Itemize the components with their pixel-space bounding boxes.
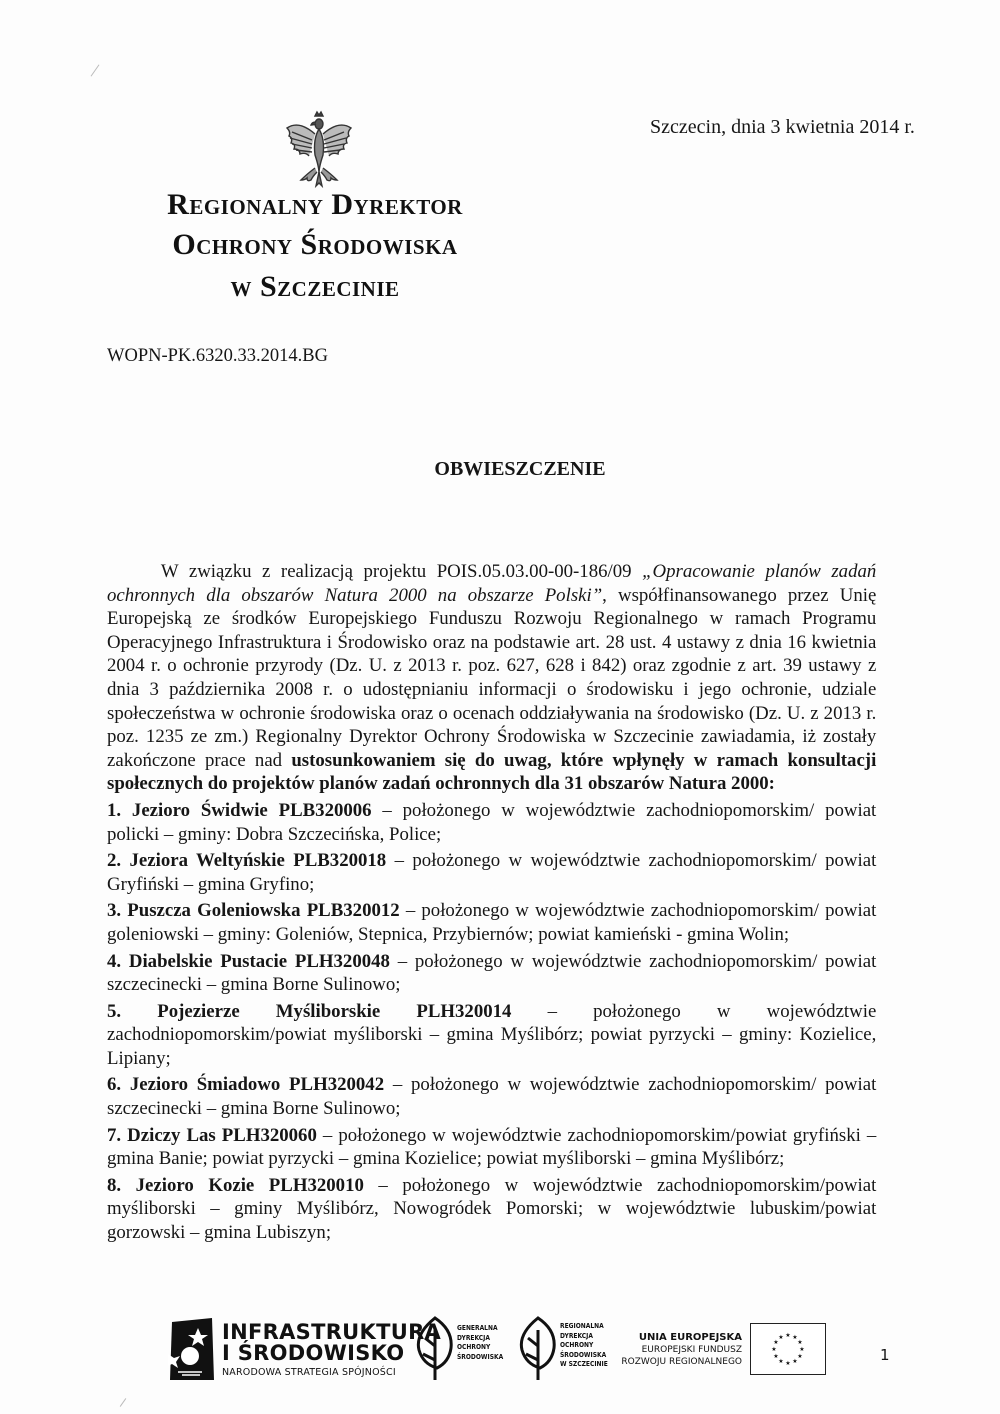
infrastruktura-logo-icon xyxy=(168,1318,216,1380)
svg-text:★: ★ xyxy=(771,1346,777,1353)
rdos-line: REGIONALNA xyxy=(560,1322,604,1330)
area-description: – położonego w województwie zachodniopomorskim/ powiat policki – gminy: Dobra Szczecińska, Police; xyxy=(107,799,877,845)
list-item xyxy=(107,899,876,946)
area-name: 2. Jeziora Weltyńskie PLB320018 xyxy=(107,850,387,872)
list-item xyxy=(107,950,876,997)
svg-text:★: ★ xyxy=(773,1353,779,1360)
area-description: – położonego w województwie zachodniopomorskim/powiat gryfiński – gmina Banie; powiat pyrzycki – gmina Kozielice; powiat myśliborski – gmina Myślibórz; xyxy=(107,1124,877,1170)
area-description: – położonego w województwie zachodniopomorskim/ powiat szczecinecki – gmina Borne Sulinowo; xyxy=(107,950,877,996)
svg-text:★: ★ xyxy=(799,1346,805,1353)
org-name-line2: Ochrony Środowiska xyxy=(172,228,458,261)
list-item xyxy=(107,849,876,896)
polish-eagle-emblem-icon xyxy=(282,110,354,192)
infrastruktura-line2: I ŚRODOWISKO xyxy=(222,1341,405,1365)
area-description: – położonego w województwie zachodniopomorskim/powiat myśliborski – gmina Myślibórz; powiat pyrzycki – gminy: Kozielice, Lipiany; xyxy=(107,1000,877,1069)
gdos-text xyxy=(457,1324,503,1362)
list-item xyxy=(107,799,876,846)
eu-flag-icon xyxy=(750,1323,826,1375)
rdos-leaf-logo-icon xyxy=(518,1312,558,1382)
intro-text-1: W związku z realizacją projektu POIS.05.03.00-00-186/09 xyxy=(160,561,643,582)
svg-text:★: ★ xyxy=(785,1332,791,1339)
org-name-line3: w Szczecinie xyxy=(230,270,400,303)
area-name: 8. Jezioro Kozie PLH320010 xyxy=(107,1174,364,1196)
gdos-line: DYREKCJA xyxy=(457,1333,490,1342)
org-name-line1: Regionalny Dyrektor xyxy=(167,188,463,221)
project-title: „Opracowanie planów zadań ochronnych dla obszarów Natura 2000 na obszarze Polski” xyxy=(107,561,877,606)
svg-text:★: ★ xyxy=(778,1358,784,1365)
list-item xyxy=(107,1073,876,1120)
area-description: – położonego w województwie zachodniopomorskim/powiat myśliborski – gminy Myślibórz, Nowogródek Pomorski; w województwie lubuskim/powiat gorzowski – gmina Lubiszyn; xyxy=(107,1174,877,1244)
gdos-line: OCHRONY xyxy=(457,1343,491,1351)
gdos-line: GENERALNA xyxy=(457,1324,498,1332)
list-item xyxy=(107,1000,876,1071)
infrastruktura-line1: INFRASTRUKTURA xyxy=(222,1320,442,1344)
scan-mark xyxy=(120,1398,127,1407)
eu-line2: EUROPEJSKI FUNDUSZ xyxy=(641,1345,742,1355)
rdos-text xyxy=(560,1322,608,1370)
eu-line3: ROZWOJU REGIONALNEGO xyxy=(621,1357,742,1367)
area-name: 6. Jezioro Śmiadowo PLH320042 xyxy=(107,1074,385,1096)
svg-text:★: ★ xyxy=(778,1334,784,1341)
reference-number: WOPN-PK.6320.33.2014.BG xyxy=(107,346,328,366)
intro-text-2: , współfinansowanego przez Unię Europejską ze środków Europejskiego Funduszu Rozwoju Regionalnego w ramach Programu Operacyjnego Infrastruktura i Środowisko oraz na podstawie art. 28 ust. 4 ustawy z dnia 16 kwietnia 2004 r. o ochronie przyrody (Dz. U. z 2013 r. poz. 627, 628 i 842) oraz zgodnie z art. 39 ustawy z dnia 3 października 2008 r. o udostępnianiu informacji o środowisku i jego ochronie, udziale społeczeństwa w ochronie środowiska oraz o ocenach oddziaływania na środowisko (Dz. U. z 2013 r. poz. 1235 ze zm.) Regionalny Dyrektor Ochrony Środowiska w Szczecinie zawiadamia, iż zostały zakończone prace nad xyxy=(107,584,877,771)
rdos-line: W SZCZECINIE xyxy=(560,1360,608,1368)
infrastruktura-text xyxy=(222,1322,441,1378)
infrastruktura-line3: NARODOWA STRATEGIA SPÓJNOŚCI xyxy=(222,1367,396,1378)
eu-line1: UNIA EUROPEJSKA xyxy=(638,1332,742,1343)
document-body xyxy=(107,560,876,1245)
eu-text xyxy=(612,1331,742,1368)
area-name: 7. Dziczy Las PLH320060 xyxy=(107,1124,317,1146)
area-name: 3. Puszcza Goleniowska PLB320012 xyxy=(107,900,400,922)
area-description: – położonego w województwie zachodniopomorskim/ powiat Gryfiński – gmina Gryfino; xyxy=(107,850,877,895)
intro-paragraph xyxy=(107,560,876,796)
document-title: OBWIESZCZENIE xyxy=(434,458,606,480)
svg-text:★: ★ xyxy=(797,1353,803,1360)
area-name: 1. Jezioro Świdwie PLB320006 xyxy=(107,799,372,821)
svg-text:★: ★ xyxy=(773,1339,779,1346)
area-name: 5. Pojezierze Myśliborskie PLH320014 xyxy=(107,1000,512,1022)
intro-bold-text: ustosunkowaniem się do uwag, które wpłynęły w ramach konsultacji społecznych do projektów planów zadań ochronnych dla 31 obszarów Natura 2000: xyxy=(107,749,877,795)
list-item xyxy=(107,1174,876,1245)
rdos-line: OCHRONY xyxy=(560,1341,594,1349)
gdos-leaf-logo-icon xyxy=(415,1312,455,1382)
area-name: 4. Diabelskie Pustacie PLH320048 xyxy=(107,950,390,972)
rdos-line: ŚRODOWISKA xyxy=(560,1350,607,1359)
area-description: – położonego w województwie zachodniopomorskim/ powiat szczecinecki – gmina Borne Sulinowo; xyxy=(107,1074,877,1120)
svg-text:★: ★ xyxy=(792,1358,798,1365)
scan-mark xyxy=(91,64,100,76)
page-number: 1 xyxy=(880,1346,890,1364)
area-description: – położonego w województwie zachodniopomorskim/ powiat goleniowski – gminy: Goleniów, Stepnica, Przybiernów; powiat kamieński - gmina Wolin; xyxy=(107,900,877,945)
rdos-line: DYREKCJA xyxy=(560,1331,593,1340)
list-item xyxy=(107,1124,876,1171)
svg-text:★: ★ xyxy=(785,1360,791,1367)
svg-text:★: ★ xyxy=(797,1339,803,1346)
gdos-line: ŚRODOWISKA xyxy=(457,1352,504,1361)
place-date: Szczecin, dnia 3 kwietnia 2014 r. xyxy=(650,116,915,138)
svg-text:★: ★ xyxy=(792,1334,798,1341)
